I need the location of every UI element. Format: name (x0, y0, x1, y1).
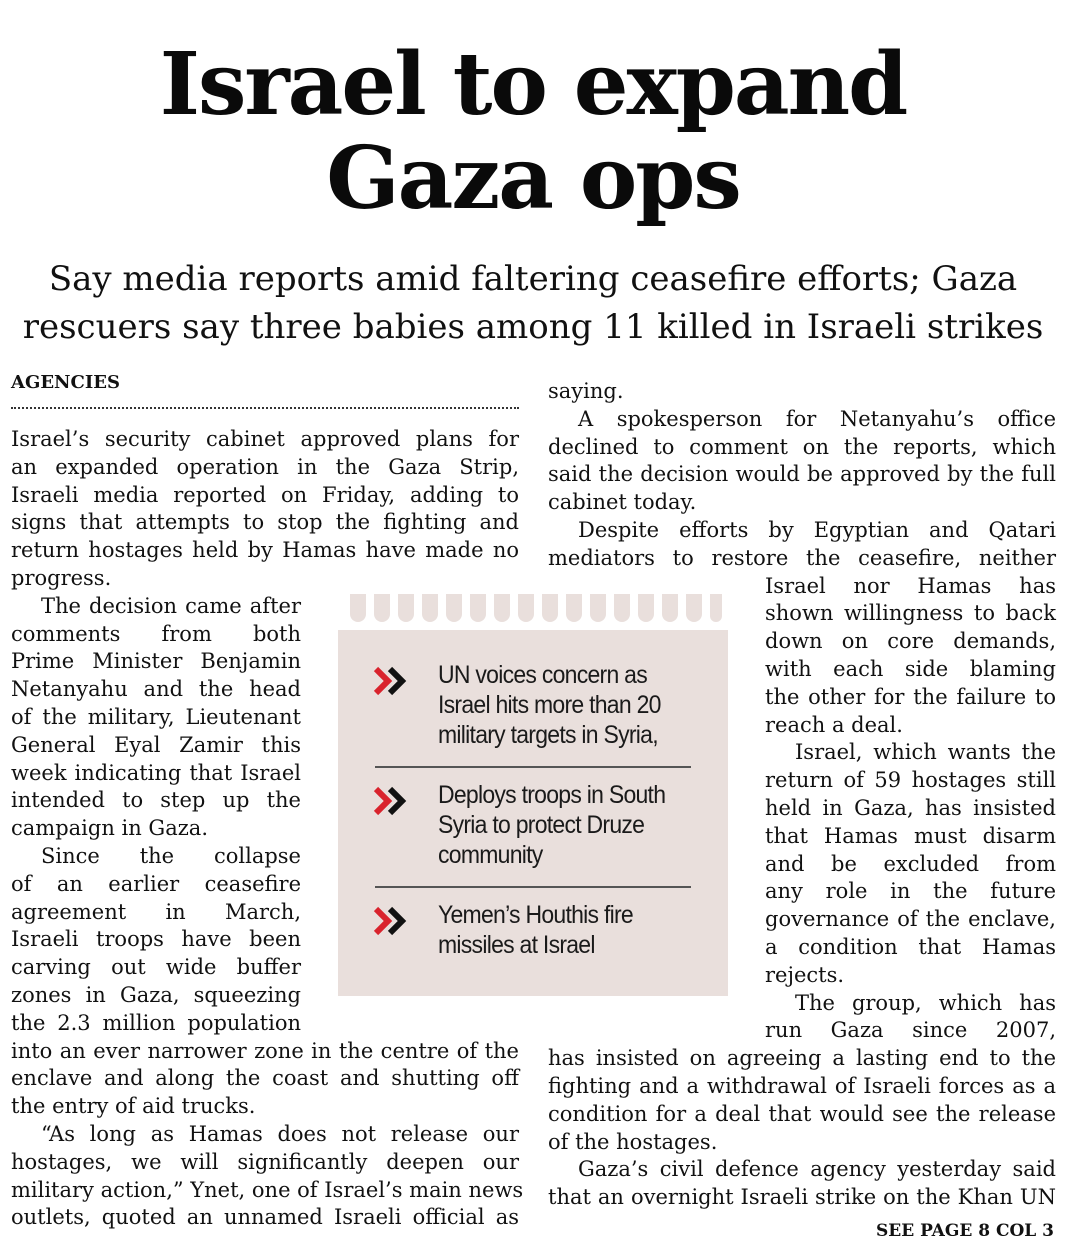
related-story-text (438, 780, 677, 870)
text-line: saying. (548, 379, 624, 403)
text-line: intended to step up the (11, 788, 301, 813)
subheadline-line-2: rescuers say three babies among 11 killed in Israeli strikes (22, 307, 1044, 347)
text-line: Israel’s security cabinet approved plans for (11, 427, 519, 451)
text-line: The decision came after (41, 593, 301, 618)
story-line: community (438, 841, 543, 869)
text-line: the entry of aid trucks. (11, 1094, 256, 1119)
double-chevron-right-icon (372, 666, 408, 696)
divider (375, 886, 691, 888)
text-line: Netanyahu and the head (11, 677, 301, 702)
text-line: that an overnight Israeli strike on the Khan UN (548, 1185, 1056, 1210)
story-line: UN voices concern as (438, 661, 647, 689)
subheadline (0, 255, 1066, 351)
story-line: Israel hits more than 20 (438, 691, 661, 719)
text-line: down on core demands, (765, 629, 1056, 654)
story-line: missiles at Israel (438, 931, 595, 959)
text-line: mediators to restore the ceasefire, neither (548, 545, 1056, 570)
headline (0, 34, 1066, 229)
continuation-note: SEE PAGE 8 COL 3 (875, 1221, 1054, 1241)
text-line: The group, which has (795, 990, 1056, 1015)
byline: AGENCIES (11, 372, 120, 393)
text-line: any role in the future (765, 879, 1056, 904)
text-line: Since the collapse (41, 843, 301, 868)
text-line: rejects. (765, 962, 845, 987)
text-line: Israel nor Hamas has (765, 573, 1056, 598)
text-line: Gaza’s civil defence agency yesterday said (578, 1157, 1056, 1182)
double-chevron-right-icon (372, 906, 408, 936)
text-line: signs that attempts to stop the fighting and (11, 510, 519, 535)
text-line: General Eyal Zamir this (11, 732, 301, 757)
text-line: hostages, we will significantly deepen our (11, 1149, 519, 1174)
headline-line-1: Israel to expand (159, 34, 907, 135)
text-line: an expanded operation in the Gaza Strip, (11, 454, 519, 479)
text-line: A spokesperson for Netanyahu’s office (578, 406, 1056, 431)
text-line: return hostages held by Hamas have made no (11, 538, 519, 563)
text-line: Prime Minister Benjamin (11, 649, 301, 674)
text-line: the 2.3 million population (11, 1010, 301, 1035)
related-stories-box (338, 600, 728, 996)
story-line: military targets in Syria, (438, 721, 658, 749)
text-line: run Gaza since 2007, (765, 1018, 1056, 1043)
text-line: declined to comment on the reports, which (548, 434, 1056, 459)
text-line: has insisted on agreeing a lasting end to the (548, 1046, 1056, 1071)
text-line: of an earlier ceasefire (11, 871, 301, 896)
text-line: the other for the failure to (765, 684, 1056, 709)
text-line: into an ever narrower zone in the centre of the (11, 1038, 519, 1063)
text-line: week indicating that Israel (11, 760, 301, 785)
text-line: shown willingness to back (765, 601, 1056, 626)
text-line: of the military, Lieutenant (11, 704, 301, 729)
text-line: Israel, which wants the (795, 740, 1056, 765)
text-line: return of 59 hostages still (765, 768, 1056, 793)
text-line: Israeli troops have been (11, 927, 301, 952)
text-line: held in Gaza, has insisted (765, 795, 1056, 820)
double-chevron-right-icon (372, 786, 408, 816)
divider (375, 766, 691, 768)
text-line: Despite efforts by Egyptian and Qatari (578, 517, 1056, 542)
text-line: Israeli media reported on Friday, adding to (11, 482, 519, 507)
story-line: Yemen’s Houthis fire (438, 901, 633, 929)
headline-line-2: Gaza ops (326, 128, 740, 229)
text-line: campaign in Gaza. (11, 816, 208, 841)
text-line: of the hostages. (548, 1129, 718, 1154)
text-line: said the decision would be approved by the full (548, 462, 1056, 487)
text-line: comments from both (11, 621, 301, 646)
related-story-text (438, 900, 677, 960)
text-line: progress. (11, 565, 112, 590)
text-line: that Hamas must disarm (765, 823, 1056, 848)
subheadline-line-1: Say media reports amid faltering ceasefire efforts; Gaza (48, 259, 1018, 299)
text-line: condition for a deal that would see the release (548, 1101, 1056, 1126)
text-line: a condition that Hamas (765, 934, 1056, 959)
text-line: agreement in March, (11, 899, 301, 924)
text-line: governance of the enclave, (765, 907, 1056, 932)
text-line: military action,” Ynet, one of Israel’s main news (11, 1177, 524, 1202)
text-line: reach a deal. (765, 712, 903, 737)
text-line: fighting and a withdrawal of Israeli forces as a (548, 1073, 1056, 1098)
text-line: carving out wide buffer (11, 955, 301, 980)
text-line: outlets, quoted an unnamed Israeli official as (11, 1205, 519, 1230)
text-line: with each side blaming (765, 656, 1056, 681)
text-line: enclave and along the coast and shutting off (11, 1066, 519, 1091)
story-line: Syria to protect Druze (438, 811, 645, 839)
story-line: Deploys troops in South (438, 781, 666, 809)
text-line: “As long as Hamas does not release our (41, 1121, 519, 1146)
text-line: cabinet today. (548, 490, 697, 515)
dotted-divider (11, 407, 519, 409)
text-line: zones in Gaza, squeezing (11, 982, 301, 1007)
related-story-text (438, 660, 677, 750)
text-line: and be excluded from (765, 851, 1056, 876)
